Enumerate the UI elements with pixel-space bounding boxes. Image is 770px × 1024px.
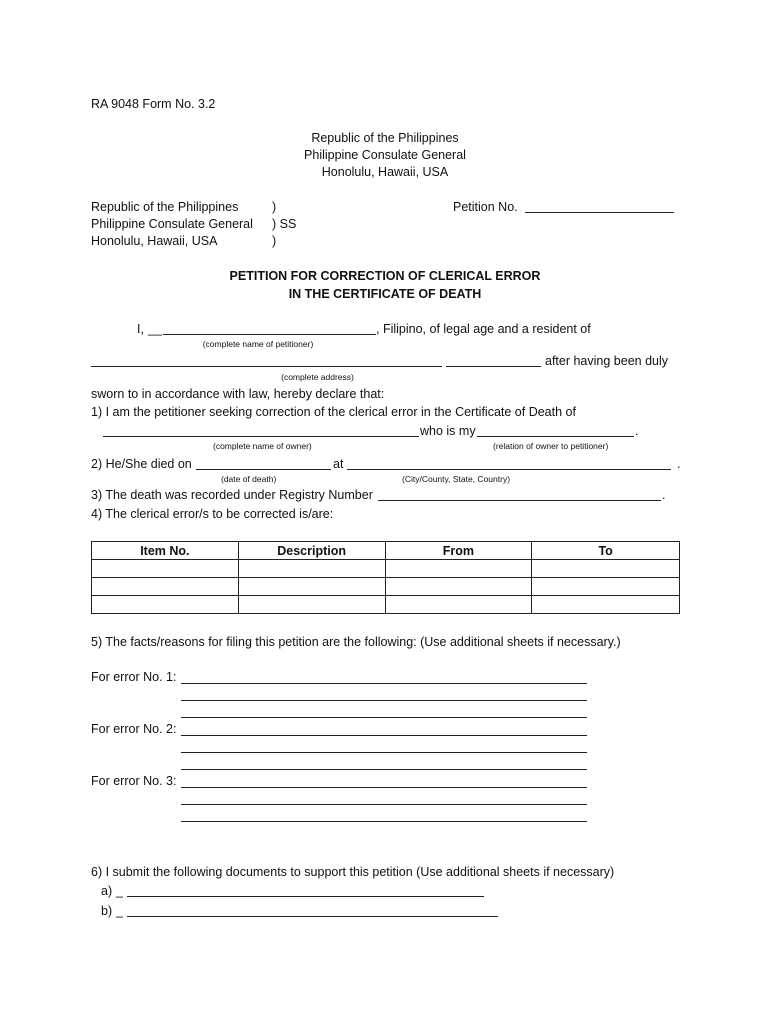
- venue-mark-2: ) SS: [272, 217, 297, 231]
- relation-field[interactable]: [477, 436, 634, 437]
- table-cell[interactable]: [532, 560, 680, 578]
- venue-line-2: Philippine Consulate General: [91, 217, 253, 231]
- error-1-line-1[interactable]: [181, 683, 587, 684]
- item2-died-on: 2) He/She died on: [91, 457, 192, 471]
- table-cell[interactable]: [238, 560, 385, 578]
- document-b-prefix: _: [116, 904, 123, 918]
- registry-number-field[interactable]: [378, 500, 661, 501]
- venue-mark-3: ): [272, 234, 277, 248]
- venue-mark-1: ): [272, 200, 277, 214]
- document-b-field[interactable]: [127, 916, 498, 917]
- table-cell[interactable]: [385, 578, 532, 596]
- title-line-1: PETITION FOR CORRECTION OF CLERICAL ERROR: [229, 269, 541, 283]
- intro-i: I,: [137, 322, 144, 336]
- header-line-3: Honolulu, Hawaii, USA: [321, 165, 449, 179]
- item2-at: at: [333, 457, 344, 471]
- error-2-line-3[interactable]: [181, 769, 587, 770]
- address-field-1[interactable]: [91, 366, 442, 367]
- table-header-row: [92, 542, 680, 560]
- petitioner-name-hint: (complete name of petitioner): [202, 339, 314, 349]
- petition-no-label: Petition No.: [453, 200, 518, 214]
- table-cell[interactable]: [532, 596, 680, 614]
- header-line-2: Philippine Consulate General: [304, 148, 466, 162]
- document-a-label: a): [101, 884, 113, 898]
- error-1-line-3[interactable]: [181, 717, 587, 718]
- col-description: Description: [238, 542, 385, 560]
- errors-table: [91, 541, 680, 614]
- col-to: To: [532, 542, 680, 560]
- item4-text: 4) The clerical error/s to be corrected is/are:: [91, 507, 334, 521]
- title-line-2: IN THE CERTIFICATE OF DEATH: [288, 287, 482, 301]
- address-hint: (complete address): [281, 372, 354, 382]
- date-of-death-field[interactable]: [196, 469, 331, 470]
- item2-end: .: [677, 457, 681, 471]
- relation-hint: (relation of owner to petitioner): [493, 441, 609, 451]
- item1-end: .: [635, 424, 639, 438]
- address-field-2[interactable]: [446, 366, 541, 367]
- intro-after-name: , Filipino, of legal age and a resident of: [376, 322, 591, 336]
- document-b-label: b): [101, 904, 113, 918]
- error-2-label: For error No. 2:: [91, 722, 177, 736]
- error-1-line-2[interactable]: [181, 700, 587, 701]
- table-cell[interactable]: [92, 578, 239, 596]
- petition-no-field[interactable]: [525, 212, 674, 213]
- place-of-death-field[interactable]: [347, 469, 671, 470]
- owner-name-field[interactable]: [103, 436, 419, 437]
- error-2-line-1[interactable]: [181, 735, 587, 736]
- owner-name-hint: (complete name of owner): [213, 441, 312, 451]
- header-line-1: Republic of the Philippines: [311, 131, 459, 145]
- item3-end: .: [662, 488, 666, 502]
- table-cell[interactable]: [238, 596, 385, 614]
- table-cell[interactable]: [385, 560, 532, 578]
- place-of-death-hint: (City/County, State, Country): [402, 474, 511, 484]
- sworn-text: sworn to in accordance with law, hereby declare that:: [91, 387, 385, 401]
- error-1-label: For error No. 1:: [91, 670, 177, 684]
- table-cell[interactable]: [385, 596, 532, 614]
- venue-line-3: Honolulu, Hawaii, USA: [91, 234, 218, 248]
- table-cell[interactable]: [92, 560, 239, 578]
- document-a-prefix: _: [116, 884, 123, 898]
- table-cell[interactable]: [532, 578, 680, 596]
- table-cell[interactable]: [92, 596, 239, 614]
- item5-text: 5) The facts/reasons for filing this petition are the following: (Use additional sheets if necessary.): [91, 635, 621, 649]
- error-3-line-1[interactable]: [181, 787, 587, 788]
- col-from: From: [385, 542, 532, 560]
- item3-text: 3) The death was recorded under Registry Number: [91, 488, 373, 502]
- table-row: [92, 596, 680, 614]
- table-row: [92, 578, 680, 596]
- error-3-line-2[interactable]: [181, 804, 587, 805]
- col-item-no: Item No.: [92, 542, 239, 560]
- table-cell[interactable]: [238, 578, 385, 596]
- intro-after-address: after having been duly: [545, 354, 669, 368]
- form-number: RA 9048 Form No. 3.2: [91, 97, 216, 111]
- item1-text: 1) I am the petitioner seeking correction of the clerical error in the Certificate of Death of: [91, 405, 576, 419]
- error-3-line-3[interactable]: [181, 821, 587, 822]
- date-of-death-hint: (date of death): [221, 474, 277, 484]
- petitioner-name-field[interactable]: [163, 334, 376, 335]
- venue-line-1: Republic of the Philippines: [91, 200, 239, 214]
- table-row: [92, 560, 680, 578]
- intro-blank-prefix: __: [148, 322, 162, 336]
- error-3-label: For error No. 3:: [91, 774, 177, 788]
- item6-text: 6) I submit the following documents to support this petition (Use additional sheets if necessary): [91, 865, 615, 879]
- error-2-line-2[interactable]: [181, 752, 587, 753]
- document-a-field[interactable]: [127, 896, 484, 897]
- item1-who-is-my: who is my: [420, 424, 476, 438]
